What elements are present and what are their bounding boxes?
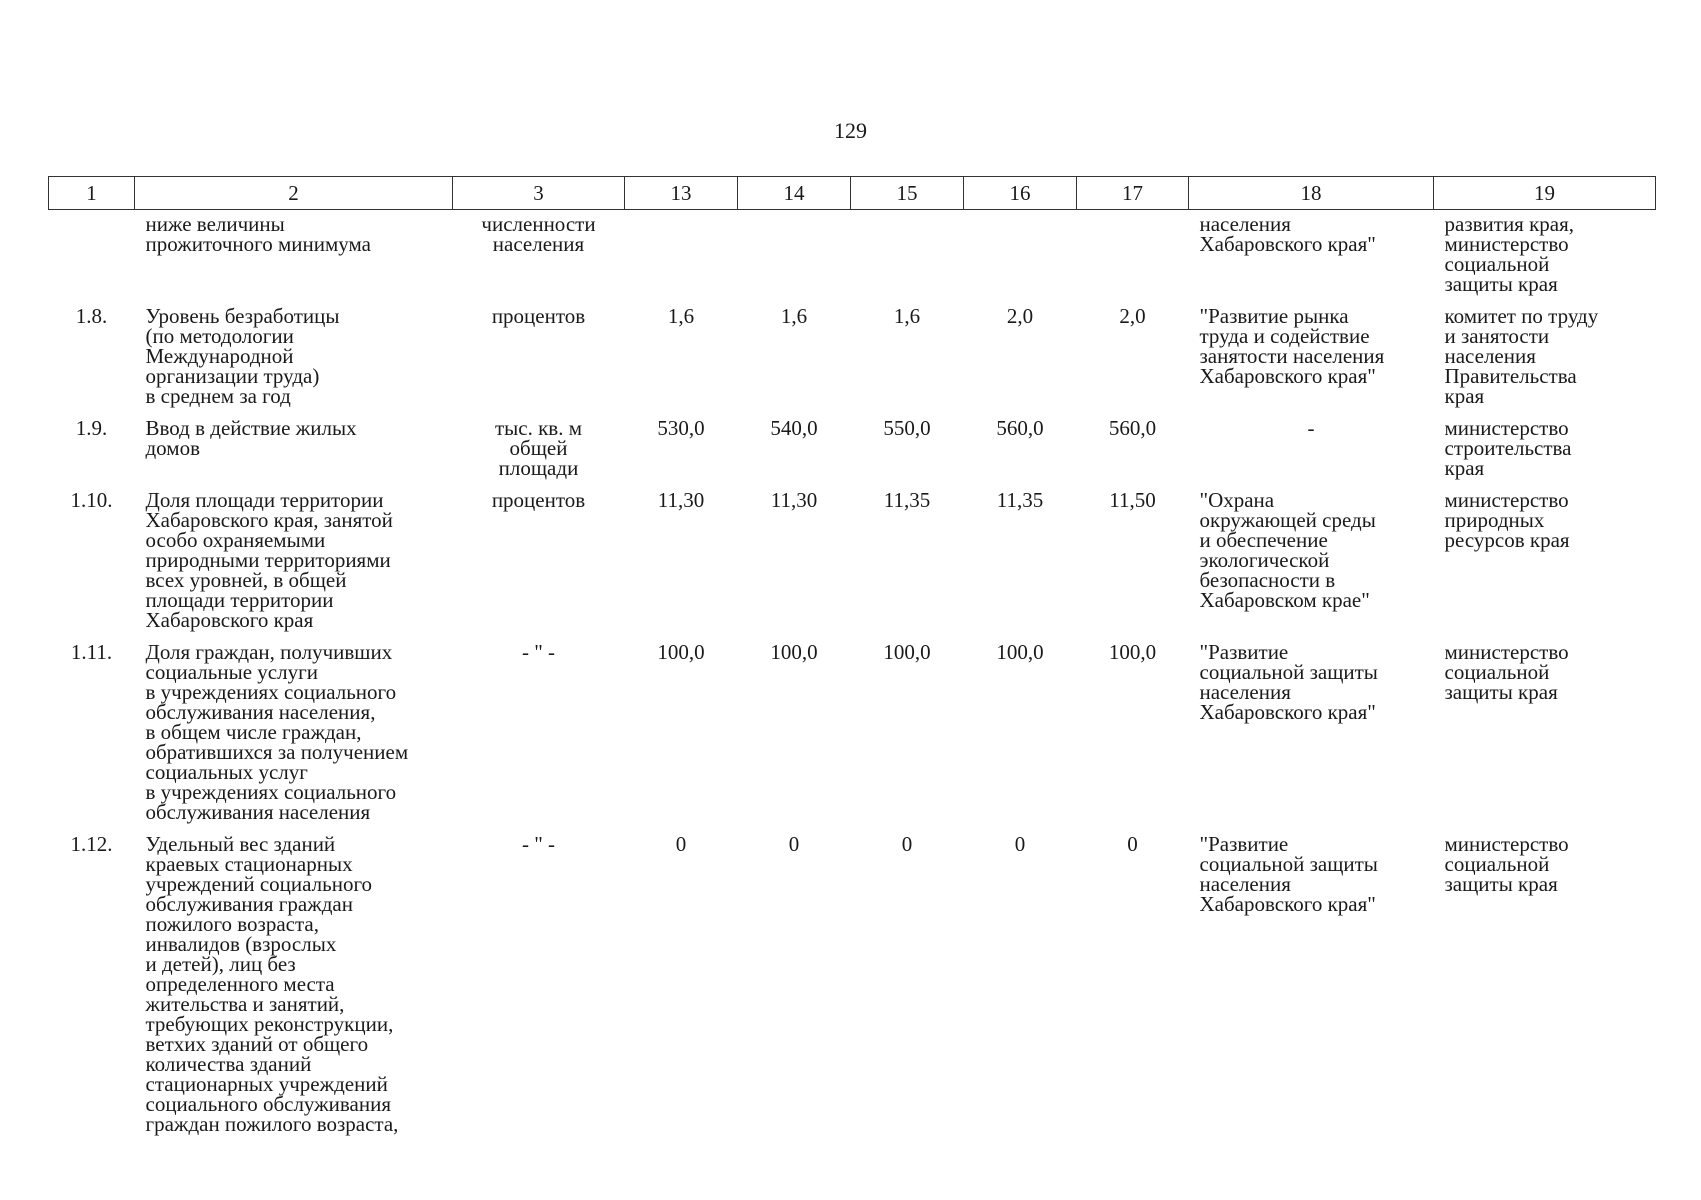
row-number: 1.11. [70,640,113,664]
value-13: 0 [675,832,687,856]
indicators-table [48,176,1656,1134]
header-col-16: 16 [964,177,1077,210]
page-number: 129 [834,118,867,143]
value-14: 100,0 [770,640,818,664]
executor: министерство природных ресурсов края [1444,488,1570,552]
value-17: 11,50 [1109,488,1156,512]
value-17: 0 [1127,832,1138,856]
indicator-name: Доля граждан, получивших социальные услуги в учреждениях социального обслуживания населения, в общем числе граждан, обратившихся за получением социальных услуг в учреждениях социального обслуживания населения [145,640,409,824]
executor: министерство социальной защиты края [1444,640,1569,704]
value-13: 1,6 [667,304,695,328]
value-14 [738,210,851,295]
header-col-17: 17 [1077,177,1189,210]
program: - [1307,416,1315,440]
row-number: 1.12. [70,832,113,856]
executor: развития края, министерство социальной защиты края [1444,212,1575,296]
table-row [49,210,1656,295]
value-16: 11,35 [996,488,1044,512]
value-17 [1077,210,1189,295]
unit: численности населения [481,212,596,256]
value-17: 100,0 [1108,640,1157,664]
program: "Охрана окружающей среды и обеспечение экологической безопасности в Хабаровском крае" [1199,488,1376,612]
header-col-13: 13 [625,177,738,210]
value-17: 560,0 [1108,416,1157,440]
value-14: 0 [788,832,800,856]
indicator-name: Удельный вес зданий краевых стационарных учреждений социального обслуживания граждан пожилого возраста, инвалидов (взрослых и детей), лиц без определенного места жительства и занятий, требующих реконструкции, ветхих зданий от общего количества зданий стационарных учреждений социального обслуживания граждан пожилого возраста, [145,832,399,1136]
value-15: 11,35 [883,488,931,512]
value-15 [851,210,964,295]
header-col-14: 14 [738,177,851,210]
value-17: 2,0 [1119,304,1146,328]
unit: тыс. кв. м общей площади [494,416,582,480]
indicator-name: Доля площади территории Хабаровского края, занятой особо охраняемыми природными территориями всех уровней, в общей площади территории Хабаровского края [145,488,393,632]
executor: министерство строительства края [1444,416,1572,480]
value-13: 100,0 [657,640,705,664]
header-col-18: 18 [1189,177,1434,210]
header-col-1: 1 [49,177,135,210]
header-col-15: 15 [851,177,964,210]
row-number: 1.10. [70,488,113,512]
header-col-19: 19 [1434,177,1656,210]
program: "Развитие социальной защиты населения Хабаровского края" [1199,832,1378,916]
value-15: 550,0 [883,416,931,440]
row-number [49,210,135,295]
value-14: 11,30 [770,488,818,512]
value-15: 1,6 [893,304,921,328]
table-body [49,210,1656,1135]
unit: процентов [491,304,586,328]
value-16: 560,0 [996,416,1044,440]
header-col-3: 3 [453,177,625,210]
executor: министерство социальной защиты края [1444,832,1569,896]
value-15: 100,0 [883,640,931,664]
unit: - " - [521,832,556,856]
header-col-2: 2 [135,177,453,210]
program: населения Хабаровского края" [1199,212,1376,256]
unit: - " - [521,640,556,664]
value-14: 1,6 [780,304,808,328]
value-13: 530,0 [657,416,705,440]
value-15: 0 [901,832,913,856]
table-row [49,630,1656,822]
table-row [49,406,1656,478]
value-14: 540,0 [770,416,818,440]
value-13 [625,210,738,295]
value-16 [964,210,1077,295]
table-header [49,177,1656,210]
value-16: 2,0 [1006,304,1034,328]
executor: комитет по труду и занятости населения Правительства края [1444,304,1599,408]
value-16: 100,0 [996,640,1044,664]
row-number: 1.8. [75,304,108,328]
table-row [49,478,1656,630]
program: "Развитие социальной защиты населения Хабаровского края" [1199,640,1378,724]
table-row [49,822,1656,1134]
indicator-name: ниже величины прожиточного минимума [145,212,371,256]
row-number: 1.9. [75,416,108,440]
indicator-name: Уровень безработицы (по методологии Международной организации труда) в среднем за год [145,304,340,408]
value-16: 0 [1014,832,1026,856]
value-13: 11,30 [657,488,705,512]
indicator-name: Ввод в действие жилых домов [145,416,357,460]
header-row [49,177,1656,210]
table-row [49,294,1656,406]
program: "Развитие рынка труда и содействие занятости населения Хабаровского края" [1199,304,1385,388]
unit: процентов [491,488,586,512]
